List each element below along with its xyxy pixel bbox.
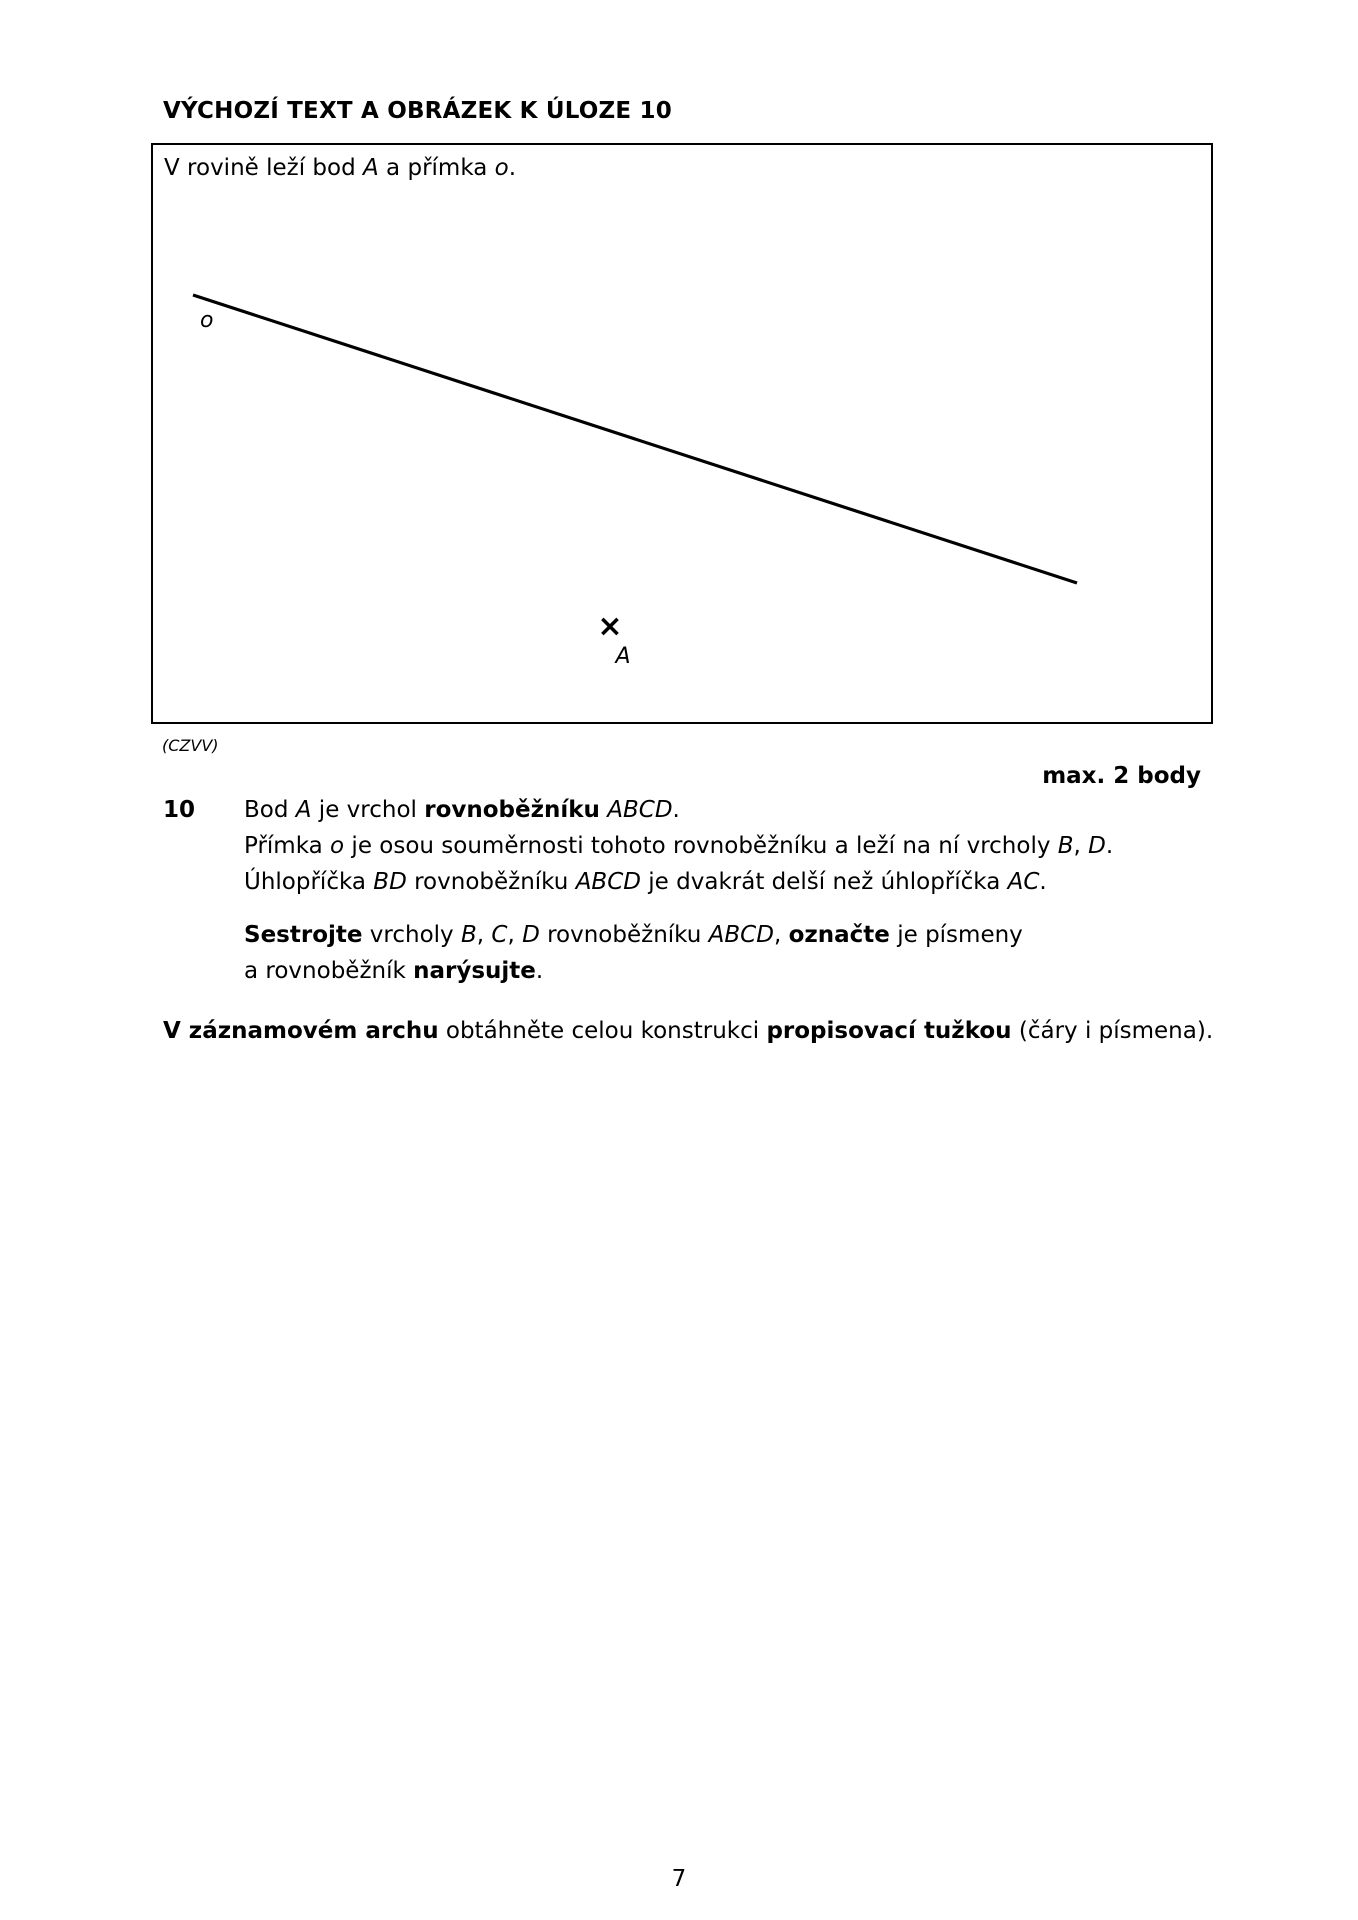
instruction-note: V záznamovém archu obtáhněte celou konstrukci propisovací tužkou (čáry i písmena).: [163, 1018, 1214, 1044]
page-number: 7: [671, 1866, 687, 1892]
question-line-1: Bod A je vrchol rovnoběžníku ABCD.: [244, 797, 680, 823]
question-number: 10: [163, 797, 196, 823]
point-a-label: A: [615, 644, 631, 669]
section-heading: VÝCHOZÍ TEXT A OBRÁZEK K ÚLOZE 10: [163, 98, 672, 124]
point-a-marker: ×: [597, 609, 623, 644]
figure-box: [151, 143, 1213, 724]
max-points: max. 2 body: [1042, 763, 1201, 789]
line-o-label: o: [200, 308, 214, 333]
task-line-2: a rovnoběžník narýsujte.: [244, 958, 544, 984]
question-line-3: Úhlopříčka BD rovnoběžníku ABCD je dvakrát delší než úhlopříčka AC.: [244, 869, 1047, 895]
line-o: [193, 295, 1077, 583]
figure-intro-text: V rovině leží bod A a přímka o.: [164, 155, 517, 181]
task-line-1: Sestrojte vrcholy B, C, D rovnoběžníku ABCD, označte je písmeny: [244, 922, 1023, 948]
source-credit: (CZVV): [162, 736, 219, 755]
question-line-2: Přímka o je osou souměrnosti tohoto rovnoběžníku a leží na ní vrcholy B, D.: [244, 833, 1114, 859]
figure-drawing: [153, 145, 1210, 721]
